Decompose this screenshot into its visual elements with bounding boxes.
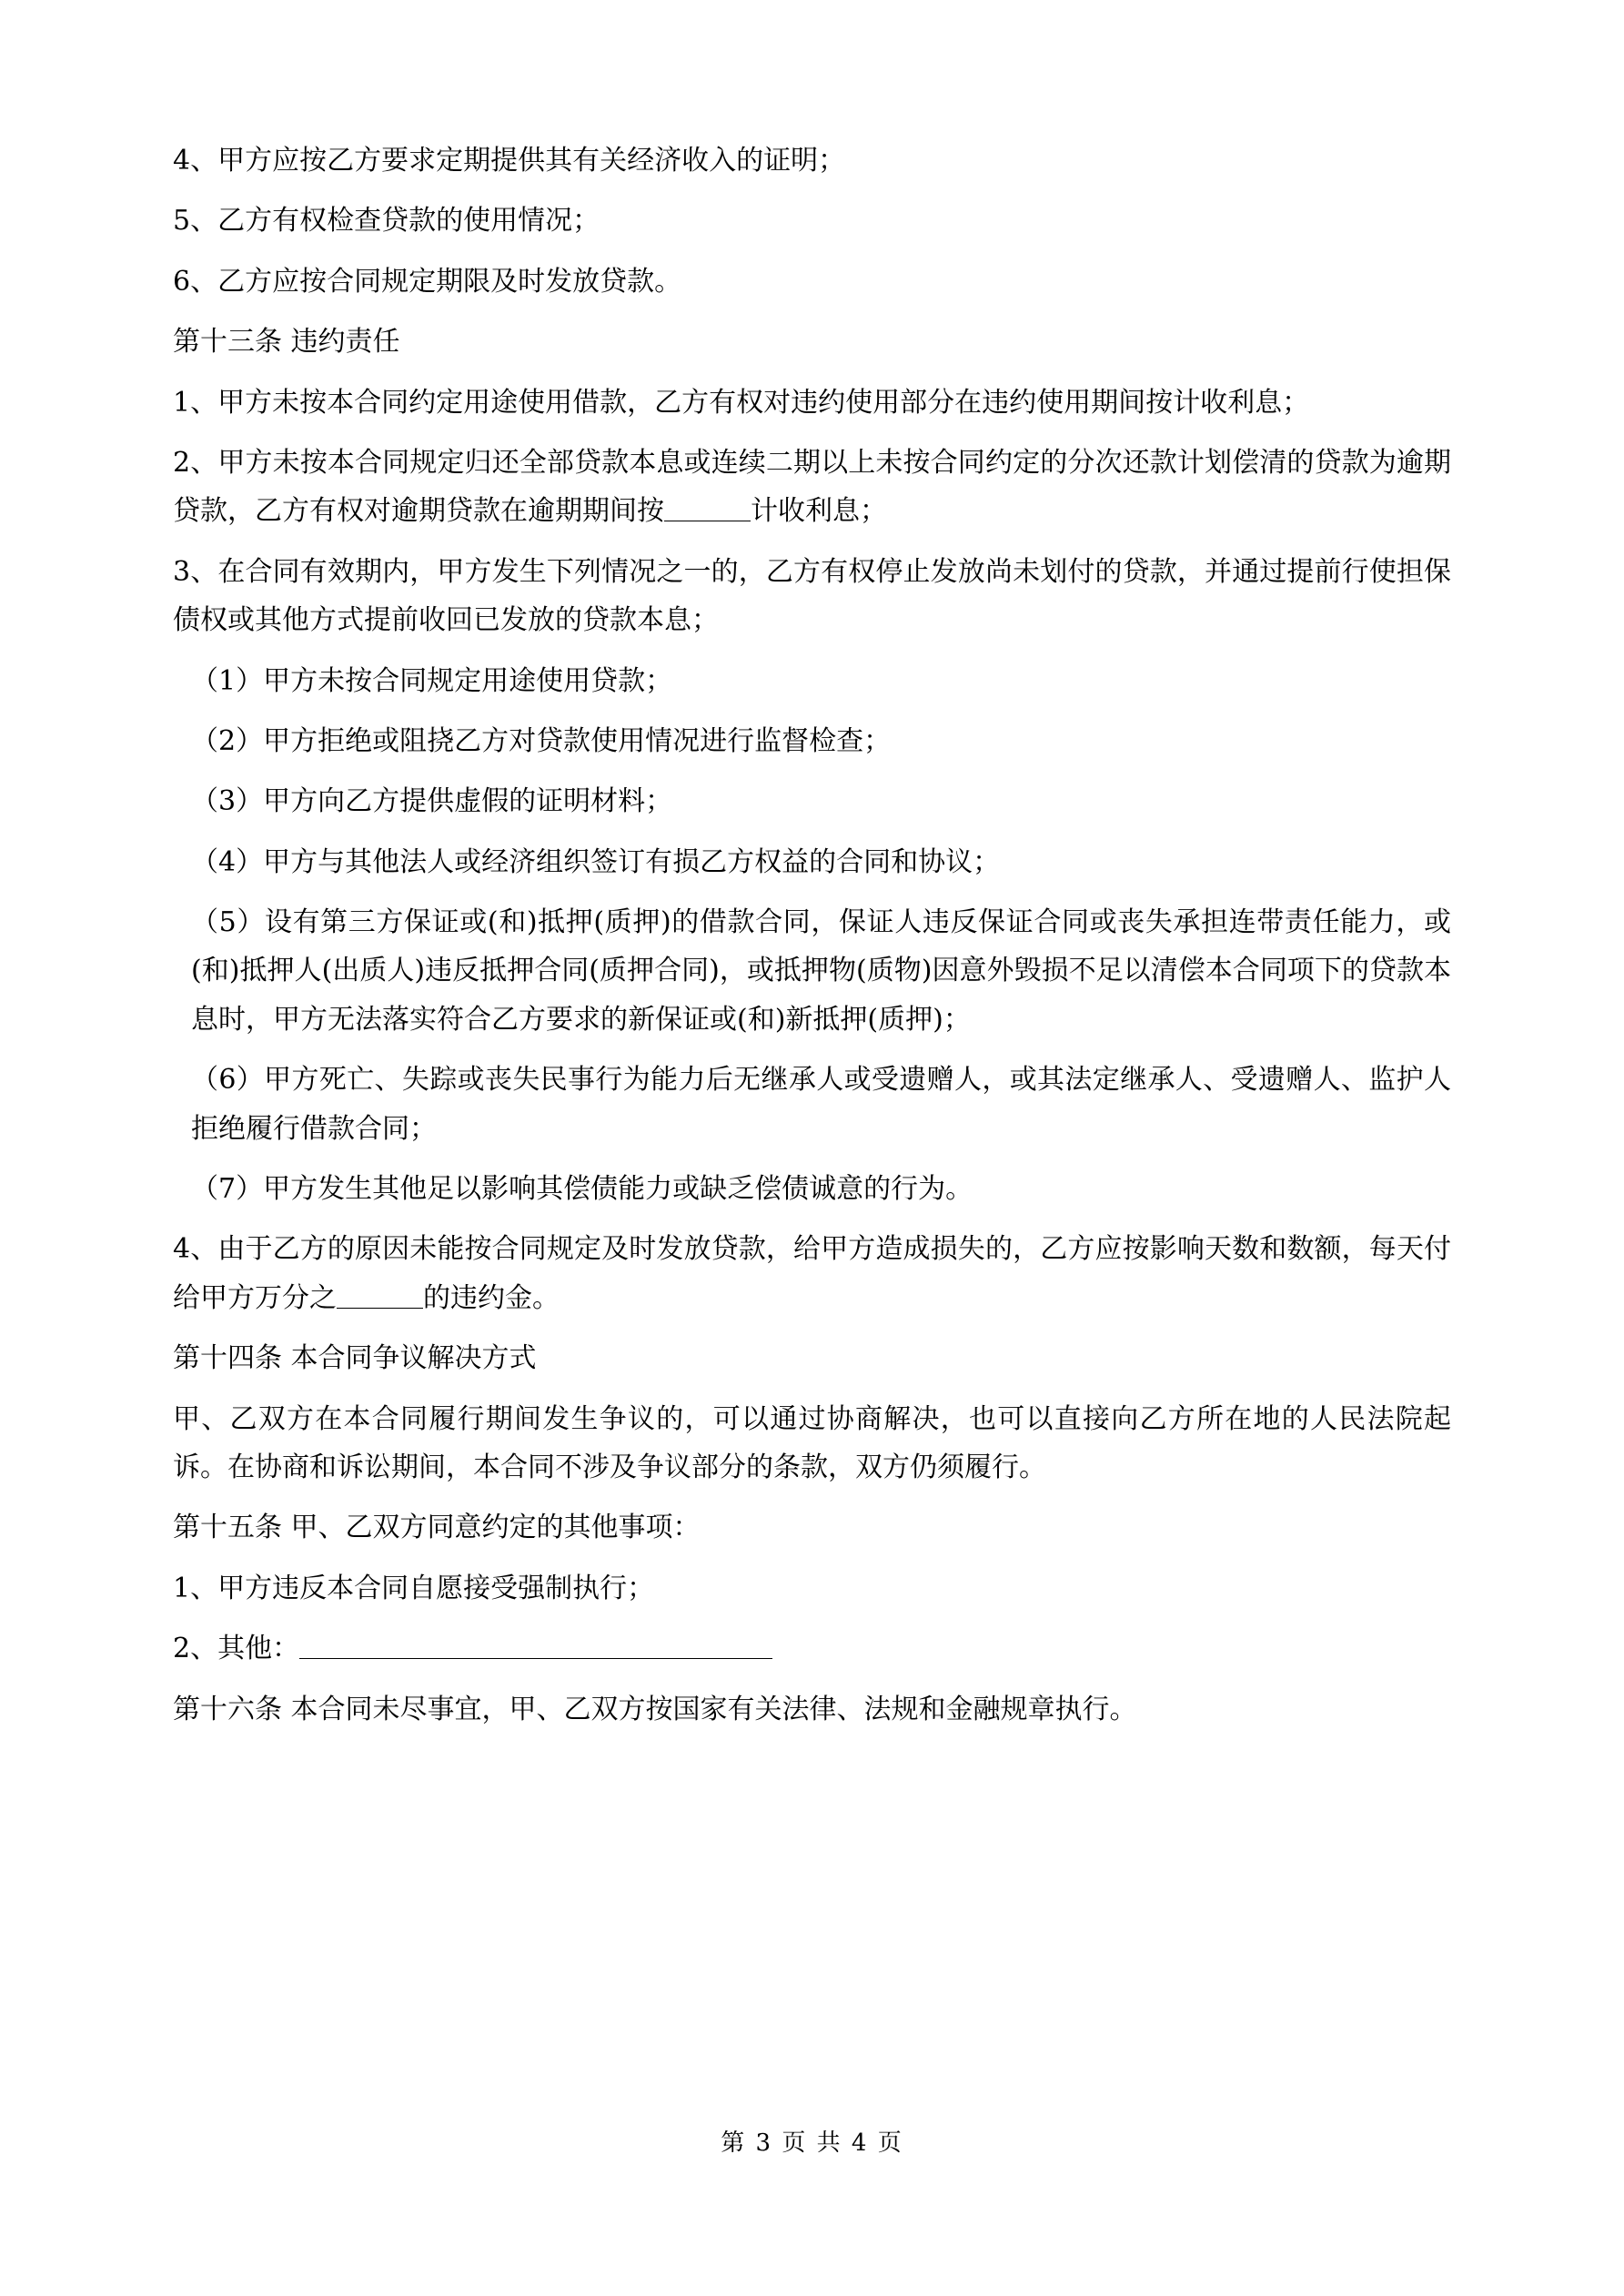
paragraph-12-5: 5、乙方有权检查贷款的使用情况； (173, 205, 600, 238)
paragraph-13-3-item-5: （5）设有第三方保证或(和)抵押(质押)的借款合同，保证人违反保证合同或丧失承担连带责任能力，或(和)抵押人(出质人)违反抵押合同(质押合同)，或抵押物(质物)因意外毁损不足以清偿本合同项下的贷款本息时，甲方无法落实符合乙方要求的新保证或(和)新抵押(质押)； (191, 906, 1451, 1036)
paragraph-14-1: 甲、乙双方在本合同履行期间发生争议的，可以通过协商解决，也可以直接向乙方所在地的人民法院起诉。在协商和诉讼期间，本合同不涉及争议部分的条款，双方仍须履行。 (173, 1402, 1451, 1483)
paragraph-12-4: 4、甲方应按乙方要求定期提供其有关经济收入的证明； (173, 145, 846, 177)
paragraph-13-3-item-4: （4）甲方与其他法人或经济组织签订有损乙方权益的合同和协议； (191, 845, 1001, 878)
paragraph-13-2 (173, 439, 1451, 536)
fill-blank-other-matters (299, 1631, 772, 1659)
paragraph-13-4-part1: 4、由于乙方的原因未能按合同规定及时发放贷款，给甲方造成损失的，乙方应按影响天数和数额，每天付给甲方万分之 (173, 1233, 1451, 1314)
paragraph-13-3: 3、在合同有效期内，甲方发生下列情况之一的，乙方有权停止发放尚未划付的贷款，并通过提前行使担保债权或其他方式提前收回已发放的贷款本息； (173, 555, 1451, 637)
paragraph-13-3-item-3: （3）甲方向乙方提供虚假的证明材料； (191, 785, 673, 818)
paragraph-15-2 (173, 1624, 1451, 1673)
paragraph-13-3-item-2: （2）甲方拒绝或阻挠乙方对贷款使用情况进行监督检查； (191, 724, 892, 757)
paragraph-13-2-part2: 计收利息； (751, 495, 887, 528)
paragraph-15-1: 1、甲方违反本合同自愿接受强制执行； (173, 1572, 655, 1604)
fill-blank-penalty-rate (337, 1280, 423, 1309)
paragraph-12-6: 6、乙方应按合同规定期限及时发放贷款。 (173, 265, 682, 298)
paragraph-13-3-item-1: （1）甲方未按合同规定用途使用贷款； (191, 664, 673, 697)
paragraph-13-4 (173, 1225, 1451, 1322)
document-body (173, 137, 1451, 1734)
paragraph-15-2-label: 2、其他： (173, 1633, 300, 1665)
heading-article-16: 第十六条 本合同未尽事宜，甲、乙双方按国家有关法律、法规和金融规章执行。 (173, 1693, 1137, 1725)
paragraph-13-2-part1: 2、甲方未按本合同规定归还全部贷款本息或连续二期以上未按合同约定的分次还款计划偿清的贷款为逾期贷款，乙方有权对逾期贷款在逾期期间按 (173, 446, 1451, 528)
heading-article-13: 第十三条 违约责任 (173, 326, 400, 359)
paragraph-13-1: 1、甲方未按本合同约定用途使用借款，乙方有权对违约使用部分在违约使用期间按计收利息； (173, 386, 1310, 419)
heading-article-15: 第十五条 甲、乙双方同意约定的其他事项： (173, 1512, 701, 1544)
heading-article-14: 第十四条 本合同争议解决方式 (173, 1342, 537, 1375)
paragraph-13-3-item-7: （7）甲方发生其他足以影响其偿债能力或缺乏偿债诚意的行为。 (191, 1173, 973, 1206)
paragraph-13-3-item-6: （6）甲方死亡、失踪或丧失民事行为能力后无继承人或受遗赠人，或其法定继承人、受遗赠人、监护人拒绝履行借款合同； (191, 1064, 1451, 1145)
page-footer: 第 3 页 共 4 页 (721, 2129, 903, 2157)
fill-blank-interest-rate (664, 493, 751, 521)
paragraph-13-4-part2: 的违约金。 (423, 1281, 560, 1314)
